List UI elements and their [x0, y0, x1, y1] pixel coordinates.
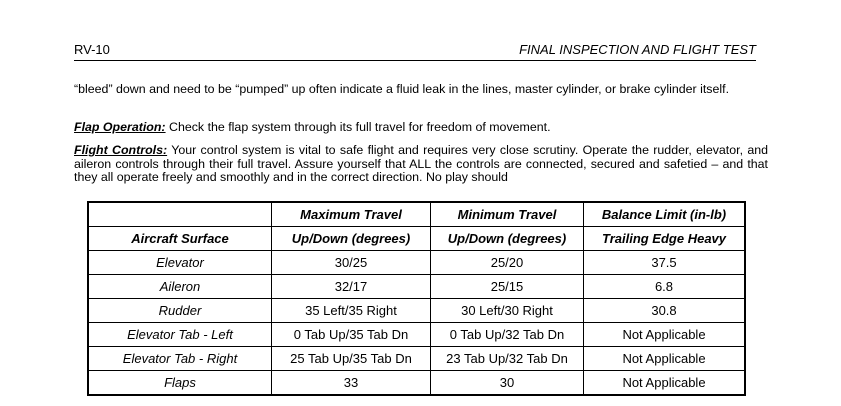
paragraph-flight-controls — [74, 144, 768, 185]
paragraph-brakes-text: “bleed” down and need to be “pumped” up often indicate a fluid leak in the lines, master cylinder, or brake cylinder itself. — [74, 82, 730, 96]
table-cell: 33 — [272, 371, 431, 396]
table-cell-surface: Elevator — [88, 251, 272, 275]
table-cell: 32/17 — [272, 275, 431, 299]
table-cell: 30.8 — [584, 299, 746, 323]
table-cell-surface: Elevator Tab - Right — [88, 347, 272, 371]
control-travel-table — [87, 201, 746, 396]
table-header-cell: Maximum Travel — [272, 202, 431, 227]
table-cell-surface: Flaps — [88, 371, 272, 396]
flight-controls-heading: Flight Controls: — [74, 143, 168, 157]
table-header-cell: Aircraft Surface — [88, 227, 272, 251]
table-cell: 0 Tab Up/35 Tab Dn — [272, 323, 431, 347]
table-cell: 25/15 — [431, 275, 584, 299]
table-cell: 0 Tab Up/32 Tab Dn — [431, 323, 584, 347]
table-header-row-1 — [88, 202, 745, 227]
table-row — [88, 323, 745, 347]
table-cell: 35 Left/35 Right — [272, 299, 431, 323]
table-row — [88, 371, 745, 396]
table-header-cell: Trailing Edge Heavy — [584, 227, 746, 251]
table-row — [88, 299, 745, 323]
table-cell: Not Applicable — [584, 347, 746, 371]
table-cell: 30 Left/30 Right — [431, 299, 584, 323]
header-model: RV-10 — [74, 42, 110, 57]
flap-operation-heading: Flap Operation: — [74, 120, 166, 134]
table-cell: 23 Tab Up/32 Tab Dn — [431, 347, 584, 371]
table-cell: 30 — [431, 371, 584, 396]
table-header-cell: Up/Down (degrees) — [272, 227, 431, 251]
table-cell: Not Applicable — [584, 371, 746, 396]
page-header — [74, 40, 756, 61]
table-row — [88, 347, 745, 371]
header-section-title: FINAL INSPECTION AND FLIGHT TEST — [519, 42, 756, 57]
paragraph-brakes — [74, 83, 768, 97]
table-cell: 25 Tab Up/35 Tab Dn — [272, 347, 431, 371]
table-cell-surface: Rudder — [88, 299, 272, 323]
table-header-row-2 — [88, 227, 745, 251]
table-cell-surface: Elevator Tab - Left — [88, 323, 272, 347]
table-cell: 30/25 — [272, 251, 431, 275]
paragraph-flap-operation — [74, 121, 768, 135]
flight-controls-text: Your control system is vital to safe flight and requires very close scrutiny. Operate the rudder, elevator, and aileron controls through their full travel. Assure yourself that ALL the controls are connected, secured and safetied – and that they all operate freely and smoothly and in the correct direction. No play should — [74, 143, 768, 184]
table-cell: 25/20 — [431, 251, 584, 275]
table-header-cell: Balance Limit (in-lb) — [584, 202, 746, 227]
table-row — [88, 251, 745, 275]
table-cell: 37.5 — [584, 251, 746, 275]
table-cell-surface: Aileron — [88, 275, 272, 299]
table-header-cell — [88, 202, 272, 227]
flap-operation-text: Check the flap system through its full travel for freedom of movement. — [165, 120, 551, 134]
table-cell: Not Applicable — [584, 323, 746, 347]
table-cell: 6.8 — [584, 275, 746, 299]
table-header-cell: Minimum Travel — [431, 202, 584, 227]
table-header-cell: Up/Down (degrees) — [431, 227, 584, 251]
table-row — [88, 275, 745, 299]
